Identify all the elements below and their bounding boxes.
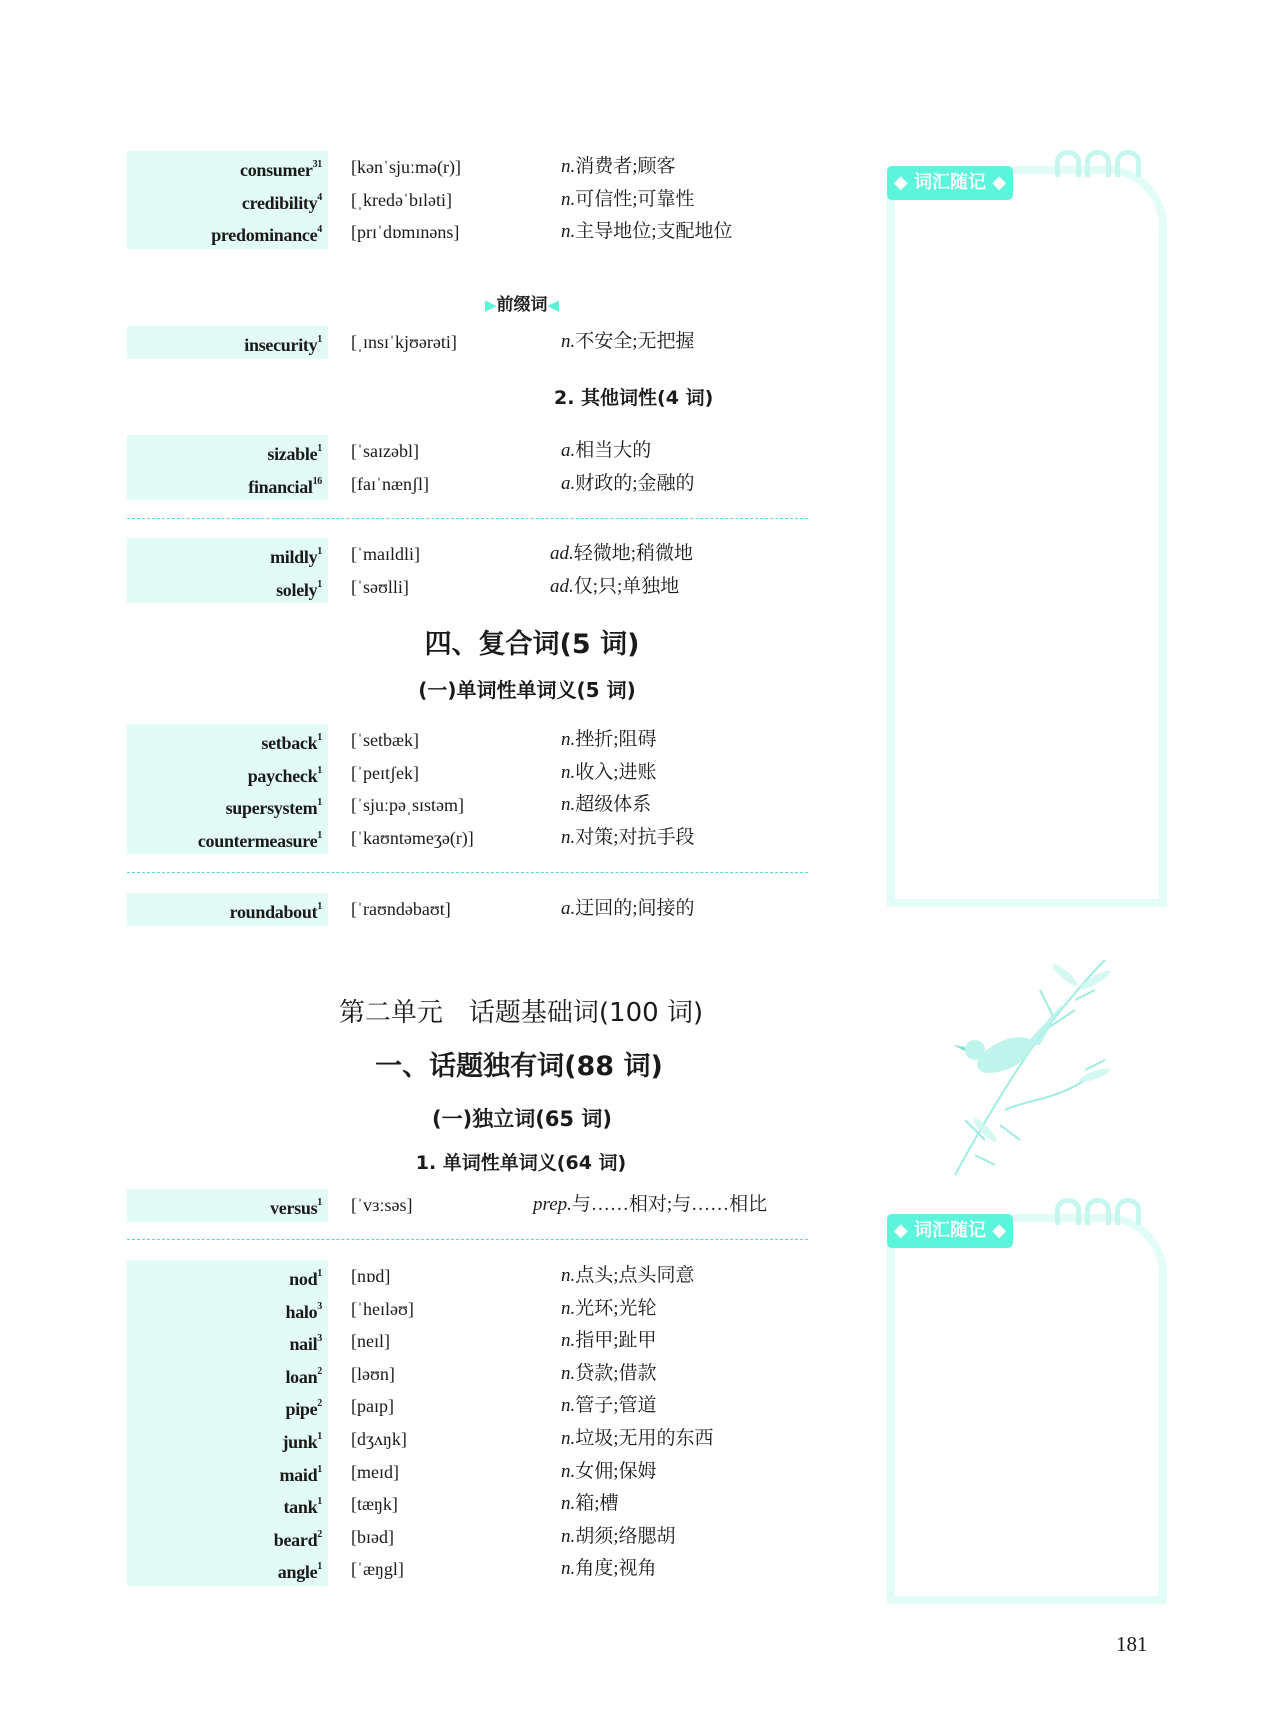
vocab-row xyxy=(127,571,827,604)
headword xyxy=(244,326,322,362)
vocab-row xyxy=(127,1521,827,1554)
phonetic: [ˈmaɪldli] xyxy=(351,544,420,564)
divider xyxy=(127,518,808,519)
headword xyxy=(274,1521,322,1557)
vocab-row xyxy=(127,184,827,217)
part-of-speech: n. xyxy=(561,729,576,750)
headword-text: versus xyxy=(270,1198,318,1218)
part-of-speech: a. xyxy=(561,898,576,919)
vocab-row xyxy=(127,822,827,855)
vocab-row xyxy=(127,216,827,249)
frequency-count: 1 xyxy=(317,1268,322,1279)
meaning-text: 消费者;顾客 xyxy=(575,156,676,177)
headword-text: junk xyxy=(282,1431,318,1452)
frequency-count: 1 xyxy=(317,1496,322,1508)
part-of-speech: n. xyxy=(561,188,576,210)
unit-heading: 第二单元 话题基础词(100 词) xyxy=(338,998,704,1028)
definition xyxy=(561,435,651,468)
headword-text: nod xyxy=(289,1269,318,1289)
unique-heading: 一、话题独有词(88 词) xyxy=(375,1051,663,1082)
meaning-text: 主导地位;支配地位 xyxy=(575,221,733,243)
single-pos-heading: 1. 单词性单词义(64 词) xyxy=(415,1152,627,1174)
part-of-speech: prep. xyxy=(533,1194,572,1215)
headword xyxy=(285,1390,322,1426)
frequency-count: 1 xyxy=(317,334,322,345)
independent-heading: (一)独立词(65 词) xyxy=(432,1107,612,1131)
headword-text: predominance xyxy=(211,225,318,246)
headword xyxy=(276,571,322,607)
frequency-count: 3 xyxy=(317,1300,322,1312)
definition xyxy=(550,538,693,571)
vocab-row xyxy=(127,893,827,926)
vocab-row xyxy=(127,1488,827,1521)
vocab-row xyxy=(127,1293,827,1326)
headword-text: beard xyxy=(273,1529,318,1550)
word-group xyxy=(127,724,827,854)
binder-rings-icon xyxy=(1055,1198,1141,1225)
headword xyxy=(240,151,322,187)
headword xyxy=(267,435,322,471)
part-of-speech: n. xyxy=(561,1460,576,1482)
vocab-row xyxy=(127,757,827,790)
part-of-speech: n. xyxy=(561,1525,576,1547)
part-of-speech: n. xyxy=(561,826,576,848)
meaning-text: 光环;光轮 xyxy=(575,1297,657,1319)
frequency-count: 3 xyxy=(317,1333,322,1345)
part-of-speech: n. xyxy=(561,1558,576,1580)
headword-text: mildly xyxy=(270,547,318,567)
headword-text: roundabout xyxy=(229,902,318,922)
word-group xyxy=(127,538,827,603)
headword xyxy=(283,1488,322,1524)
headword-text: solely xyxy=(276,579,318,600)
divider xyxy=(127,872,808,873)
headword-text: tank xyxy=(283,1497,318,1518)
headword xyxy=(226,789,322,825)
frequency-count: 1 xyxy=(317,901,322,912)
definition xyxy=(533,1189,767,1222)
headword-text: loan xyxy=(285,1366,318,1387)
definition xyxy=(561,1456,657,1489)
headword-text: pipe xyxy=(285,1399,318,1420)
vocab-row xyxy=(127,1423,827,1456)
headword-text: angle xyxy=(277,1562,318,1583)
prefix-heading-text: 前缀词 xyxy=(496,295,548,315)
headword xyxy=(282,1423,322,1459)
meaning-text: 与……相对;与……相比 xyxy=(571,1194,768,1215)
frequency-count: 1 xyxy=(317,1430,322,1442)
phonetic: [dʒʌŋk] xyxy=(351,1428,407,1449)
part-of-speech: n. xyxy=(561,156,576,177)
frequency-count: 2 xyxy=(317,1365,322,1377)
vocab-row xyxy=(127,724,827,757)
frequency-count: 31 xyxy=(312,159,322,170)
vocab-row xyxy=(127,538,827,571)
vocab-row xyxy=(127,1325,827,1358)
frequency-count: 1 xyxy=(317,443,322,454)
definition xyxy=(561,184,695,217)
meaning-text: 胡须;络腮胡 xyxy=(575,1525,676,1547)
vocab-row xyxy=(127,789,827,822)
word-group xyxy=(127,151,827,249)
divider xyxy=(127,1239,808,1240)
headword xyxy=(211,216,322,252)
part-of-speech: ad. xyxy=(550,575,574,597)
headword-text: sizable xyxy=(267,444,318,464)
meaning-text: 轻微地;稍微地 xyxy=(573,543,694,564)
vocab-row xyxy=(127,1358,827,1391)
definition xyxy=(561,1553,657,1586)
phonetic: [ˈvɜːsəs] xyxy=(351,1195,413,1215)
frequency-count: 1 xyxy=(317,732,322,743)
definition xyxy=(561,468,695,501)
frequency-count: 4 xyxy=(317,191,322,203)
part-of-speech: n. xyxy=(561,794,576,816)
headword xyxy=(198,822,322,858)
headword xyxy=(248,468,322,504)
vocab-row xyxy=(127,326,827,359)
definition xyxy=(561,1390,657,1423)
part-of-speech: a. xyxy=(561,440,576,461)
part-of-speech: n. xyxy=(561,1427,576,1449)
phonetic: [ˈsaɪzəbl] xyxy=(351,441,419,461)
binder-rings-icon xyxy=(1055,150,1141,177)
phonetic: [prɪˈdɒmɪnəns] xyxy=(351,222,460,243)
vocab-row xyxy=(127,1553,827,1586)
vocab-row xyxy=(127,435,827,468)
part-of-speech: n. xyxy=(561,1362,576,1384)
phonetic: [bɪəd] xyxy=(351,1526,394,1547)
headword-text: insecurity xyxy=(244,335,318,355)
frequency-count: 4 xyxy=(317,224,322,236)
vocab-row xyxy=(127,468,827,501)
phonetic: [ˈsetbæk] xyxy=(351,730,419,750)
definition xyxy=(561,1358,657,1391)
headword-text: countermeasure xyxy=(197,830,318,851)
vocab-row xyxy=(127,1456,827,1489)
headword xyxy=(230,893,322,929)
vocab-notes-panel xyxy=(887,166,1167,907)
meaning-text: 仅;只;单独地 xyxy=(573,575,680,597)
phonetic: [nɒd] xyxy=(351,1266,391,1286)
compound-heading: 四、复合词(5 词) xyxy=(424,629,640,660)
phonetic: [ˈkaʊntəmeʒə(r)] xyxy=(351,827,474,848)
notes-label-text: 词汇随记 xyxy=(914,172,986,193)
definition xyxy=(561,1325,657,1358)
headword-text: halo xyxy=(285,1301,318,1322)
meaning-text: 收入;进账 xyxy=(575,761,657,783)
vocab-row xyxy=(127,1189,827,1222)
meaning-text: 财政的;金融的 xyxy=(575,472,695,494)
vocab-row xyxy=(127,1390,827,1423)
part-of-speech: n. xyxy=(561,221,576,243)
vocab-row xyxy=(127,1260,827,1293)
vocab-notes-panel xyxy=(887,1214,1167,1604)
part-of-speech: a. xyxy=(561,472,576,494)
meaning-text: 相当大的 xyxy=(575,440,652,461)
headword xyxy=(261,724,322,760)
phonetic: [faɪˈnænʃl] xyxy=(351,473,429,494)
part-of-speech: n. xyxy=(561,1395,576,1417)
meaning-text: 不安全;无把握 xyxy=(575,331,695,352)
prefix-heading xyxy=(127,290,917,315)
headword xyxy=(285,1358,322,1394)
frequency-count: 1 xyxy=(317,1561,322,1573)
meaning-text: 箱;槽 xyxy=(575,1493,619,1515)
definition xyxy=(561,789,651,822)
phonetic: [ˌkredəˈbɪləti] xyxy=(351,189,452,210)
word-group xyxy=(127,435,827,500)
definition xyxy=(561,216,733,249)
phonetic: [ˈsjuːpəˌsɪstəm] xyxy=(351,795,464,816)
definition xyxy=(561,1293,657,1326)
definition xyxy=(561,1260,695,1293)
frequency-count: 1 xyxy=(317,829,322,841)
triangle-left-icon: ◀ xyxy=(547,296,560,314)
definition xyxy=(561,724,657,757)
word-group xyxy=(127,1189,827,1222)
headword xyxy=(270,1189,322,1225)
definition xyxy=(561,822,695,855)
meaning-text: 超级体系 xyxy=(575,794,652,816)
headword-text: consumer xyxy=(240,160,313,180)
headword xyxy=(242,184,322,220)
frequency-count: 2 xyxy=(317,1398,322,1410)
part-of-speech: n. xyxy=(561,761,576,783)
headword-text: credibility xyxy=(241,192,318,213)
definition xyxy=(561,151,676,184)
headword-text: maid xyxy=(279,1464,318,1485)
phonetic: [ləʊn] xyxy=(351,1363,395,1384)
phonetic: [ˈsəʊlli] xyxy=(351,576,409,597)
meaning-text: 垃圾;无用的东西 xyxy=(575,1427,714,1449)
part-of-speech: n. xyxy=(561,1297,576,1319)
word-group xyxy=(127,1260,827,1586)
headword-text: paycheck xyxy=(247,765,318,786)
word-group xyxy=(127,326,827,359)
headword-text: nail xyxy=(289,1334,318,1355)
phonetic: [tæŋk] xyxy=(351,1494,398,1515)
notes-label-text: 词汇随记 xyxy=(914,1220,986,1241)
definition xyxy=(550,571,679,604)
headword xyxy=(289,1260,322,1296)
phonetic: [ˈraʊndəbaʊt] xyxy=(351,899,451,919)
frequency-count: 1 xyxy=(317,1463,322,1475)
vocab-row xyxy=(127,151,827,184)
part-of-speech: ad. xyxy=(550,543,574,564)
phonetic: [meɪd] xyxy=(351,1461,399,1482)
frequency-count: 1 xyxy=(317,546,322,557)
headword xyxy=(285,1293,322,1329)
page-number: 181 xyxy=(1116,1632,1148,1656)
headword xyxy=(289,1325,322,1361)
definition xyxy=(561,757,657,790)
meaning-text: 贷款;借款 xyxy=(575,1362,657,1384)
definition xyxy=(561,1488,619,1521)
meaning-text: 指甲;趾甲 xyxy=(575,1330,657,1352)
phonetic: [paɪp] xyxy=(351,1396,394,1417)
headword-text: financial xyxy=(248,476,313,497)
meaning-text: 对策;对抗手段 xyxy=(575,826,695,848)
meaning-text: 挫折;阻碍 xyxy=(575,729,657,750)
meaning-text: 迂回的;间接的 xyxy=(575,898,695,919)
phonetic: [ˈæŋgl] xyxy=(351,1559,404,1580)
meaning-text: 女佣;保姆 xyxy=(575,1460,657,1482)
frequency-count: 1 xyxy=(317,1197,322,1208)
phonetic: [ˈheɪləʊ] xyxy=(351,1298,414,1319)
bird-illustration xyxy=(945,950,1115,1180)
frequency-count: 1 xyxy=(317,797,322,809)
headword xyxy=(278,1553,322,1589)
notes-label: ◆ 词汇随记 ◆ xyxy=(887,1214,1013,1248)
compound-subheading: (一)单词性单词义(5 词) xyxy=(418,678,636,702)
meaning-text: 管子;管道 xyxy=(575,1395,657,1417)
frequency-count: 2 xyxy=(317,1528,322,1540)
part-of-speech: n. xyxy=(561,331,576,352)
word-group xyxy=(127,893,827,926)
headword xyxy=(279,1456,322,1492)
definition xyxy=(561,1521,676,1554)
meaning-text: 点头;点头同意 xyxy=(575,1265,695,1286)
phonetic: [neɪl] xyxy=(351,1331,390,1352)
part-of-speech: n. xyxy=(561,1493,576,1515)
meaning-text: 可信性;可靠性 xyxy=(575,188,695,210)
meaning-text: 角度;视角 xyxy=(575,1558,657,1580)
part-of-speech: n. xyxy=(561,1265,576,1286)
part-of-speech: n. xyxy=(561,1330,576,1352)
frequency-count: 1 xyxy=(317,578,322,590)
notes-label: ◆ 词汇随记 ◆ xyxy=(887,166,1013,200)
frequency-count: 16 xyxy=(312,475,322,487)
phonetic: [ˈpeɪtʃek] xyxy=(351,762,419,783)
headword-text: supersystem xyxy=(225,798,318,819)
headword-text: setback xyxy=(261,733,318,753)
definition xyxy=(561,1423,714,1456)
definition xyxy=(561,893,695,926)
headword xyxy=(248,757,322,793)
headword xyxy=(270,538,322,574)
phonetic: [kənˈsjuːmə(r)] xyxy=(351,157,461,177)
triangle-right-icon: ▶ xyxy=(484,296,497,314)
phonetic: [ˌɪnsɪˈkjʊərəti] xyxy=(351,332,457,352)
other-pos-heading: 2. 其他词性(4 词) xyxy=(554,387,714,409)
definition xyxy=(561,326,695,359)
frequency-count: 1 xyxy=(317,764,322,776)
